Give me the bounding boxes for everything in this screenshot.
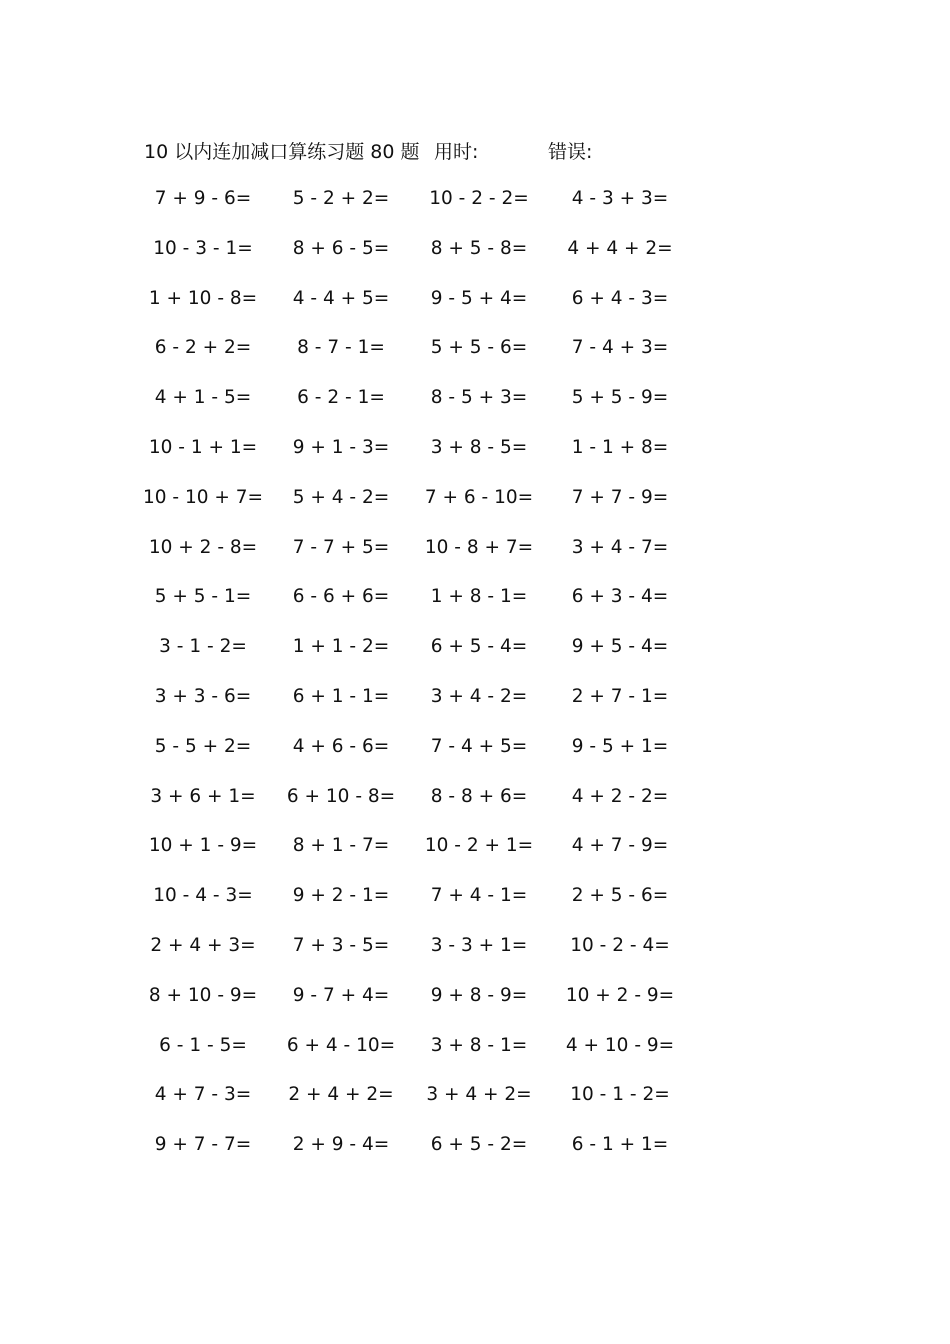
math-problem: 5 + 5 - 9= [571,387,669,409]
math-problem: 6 - 2 + 2= [154,337,252,359]
math-problem: 8 - 8 + 6= [430,785,528,807]
math-problem: 10 - 2 - 2= [429,188,529,209]
math-problem: 5 - 5 + 2= [154,735,252,757]
math-problem: 10 - 3 - 1= [153,237,253,259]
math-problem: 6 + 5 - 2= [430,1134,528,1156]
problem-row [0,286,950,336]
math-problem: 2 + 9 - 4= [292,1134,390,1156]
problem-row [0,634,950,684]
math-problem: 8 - 5 + 3= [430,387,528,409]
problem-row [0,734,950,784]
math-problem: 1 + 10 - 8= [148,287,258,309]
math-problem: 10 - 10 + 7= [142,486,264,508]
math-problem: 4 - 4 + 5= [292,287,390,309]
math-problem: 4 + 10 - 9= [565,1034,675,1056]
problem-row [0,983,950,1033]
math-problem: 5 + 5 - 1= [154,586,252,608]
math-problem: 9 + 2 - 1= [292,885,390,907]
problem-row [0,1132,950,1182]
problem-grid [0,186,950,1182]
math-problem: 3 + 4 - 2= [430,685,528,707]
math-problem: 6 + 5 - 4= [430,636,528,658]
math-problem: 10 - 2 + 1= [424,835,534,857]
math-problem: 8 + 5 - 8= [430,237,528,259]
math-problem: 10 + 2 - 8= [148,536,258,558]
math-problem: 9 + 8 - 9= [430,984,528,1006]
math-problem: 10 - 1 + 1= [148,436,258,458]
math-problem: 3 - 3 + 1= [430,934,528,956]
error-count-label: 错误: [548,141,593,163]
math-problem: 7 + 6 - 10= [424,486,534,508]
math-problem: 10 - 2 - 4= [570,934,670,956]
math-problem: 3 + 4 + 2= [426,1084,532,1106]
math-problem: 10 + 1 - 9= [148,835,258,857]
math-problem: 1 + 8 - 1= [430,586,528,608]
problem-row [0,684,950,734]
math-problem: 4 + 2 - 2= [571,785,669,807]
math-problem: 4 + 1 - 5= [154,387,252,409]
problem-row [0,784,950,834]
math-problem: 7 + 3 - 5= [292,934,390,956]
math-problem: 3 + 6 + 1= [150,785,256,807]
math-problem: 2 + 4 + 2= [288,1084,394,1106]
math-problem: 4 + 4 + 2= [567,237,673,259]
math-problem: 8 - 7 - 1= [297,337,385,359]
math-problem: 2 + 4 + 3= [150,934,256,956]
math-problem: 6 + 4 - 10= [286,1034,396,1056]
math-problem: 6 + 10 - 8= [286,785,396,807]
math-problem: 6 + 4 - 3= [571,287,669,309]
math-problem: 6 - 1 + 1= [571,1134,669,1156]
problem-row [0,535,950,585]
math-problem: 6 - 1 - 5= [159,1034,247,1056]
math-problem: 6 + 1 - 1= [292,685,390,707]
math-problem: 10 - 1 - 2= [570,1084,670,1106]
math-problem: 4 + 7 - 9= [571,835,669,857]
math-problem: 8 + 1 - 7= [292,835,390,857]
math-problem: 3 - 1 - 2= [159,636,247,658]
math-problem: 4 - 3 + 3= [571,188,669,209]
problem-row [0,933,950,983]
math-problem: 10 + 2 - 9= [565,984,675,1006]
problem-row [0,1033,950,1083]
worksheet-title: 10 以内连加减口算练习题 80 题 [144,141,420,163]
math-problem: 6 - 2 - 1= [297,387,385,409]
math-problem: 9 + 7 - 7= [154,1134,252,1156]
math-problem: 9 - 5 + 1= [571,735,669,757]
math-problem: 5 + 5 - 6= [430,337,528,359]
math-problem: 5 - 2 + 2= [292,188,390,209]
math-problem: 3 + 8 - 1= [430,1034,528,1056]
math-problem: 8 + 6 - 5= [292,237,390,259]
math-problem: 2 + 7 - 1= [571,685,669,707]
math-problem: 9 + 5 - 4= [571,636,669,658]
math-problem: 9 - 5 + 4= [430,287,528,309]
problem-row [0,385,950,435]
math-problem: 10 - 8 + 7= [424,536,534,558]
math-problem: 10 - 4 - 3= [153,885,253,907]
math-problem: 9 - 7 + 4= [292,984,390,1006]
problem-row [0,883,950,933]
time-used-label: 用时: [434,141,479,163]
problem-row [0,236,950,286]
math-problem: 6 - 6 + 6= [292,586,390,608]
math-problem: 2 + 5 - 6= [571,885,669,907]
math-problem: 7 + 9 - 6= [154,188,252,209]
problem-row [0,186,950,236]
math-problem: 6 + 3 - 4= [571,586,669,608]
problem-row [0,584,950,634]
math-problem: 7 - 7 + 5= [292,536,390,558]
math-problem: 1 + 1 - 2= [292,636,390,658]
problem-row [0,833,950,883]
math-problem: 8 + 10 - 9= [148,984,258,1006]
math-problem: 4 + 7 - 3= [154,1084,252,1106]
math-problem: 7 - 4 + 3= [571,337,669,359]
problem-row [0,335,950,385]
math-problem: 3 + 4 - 7= [571,536,669,558]
problem-row [0,435,950,485]
math-problem: 9 + 1 - 3= [292,436,390,458]
math-problem: 7 - 4 + 5= [430,735,528,757]
math-problem: 7 + 4 - 1= [430,885,528,907]
problem-row [0,485,950,535]
problem-row [0,1082,950,1132]
math-problem: 1 - 1 + 8= [571,436,669,458]
math-problem: 7 + 7 - 9= [571,486,669,508]
math-problem: 4 + 6 - 6= [292,735,390,757]
math-problem: 3 + 8 - 5= [430,436,528,458]
math-problem: 3 + 3 - 6= [154,685,252,707]
math-problem: 5 + 4 - 2= [292,486,390,508]
